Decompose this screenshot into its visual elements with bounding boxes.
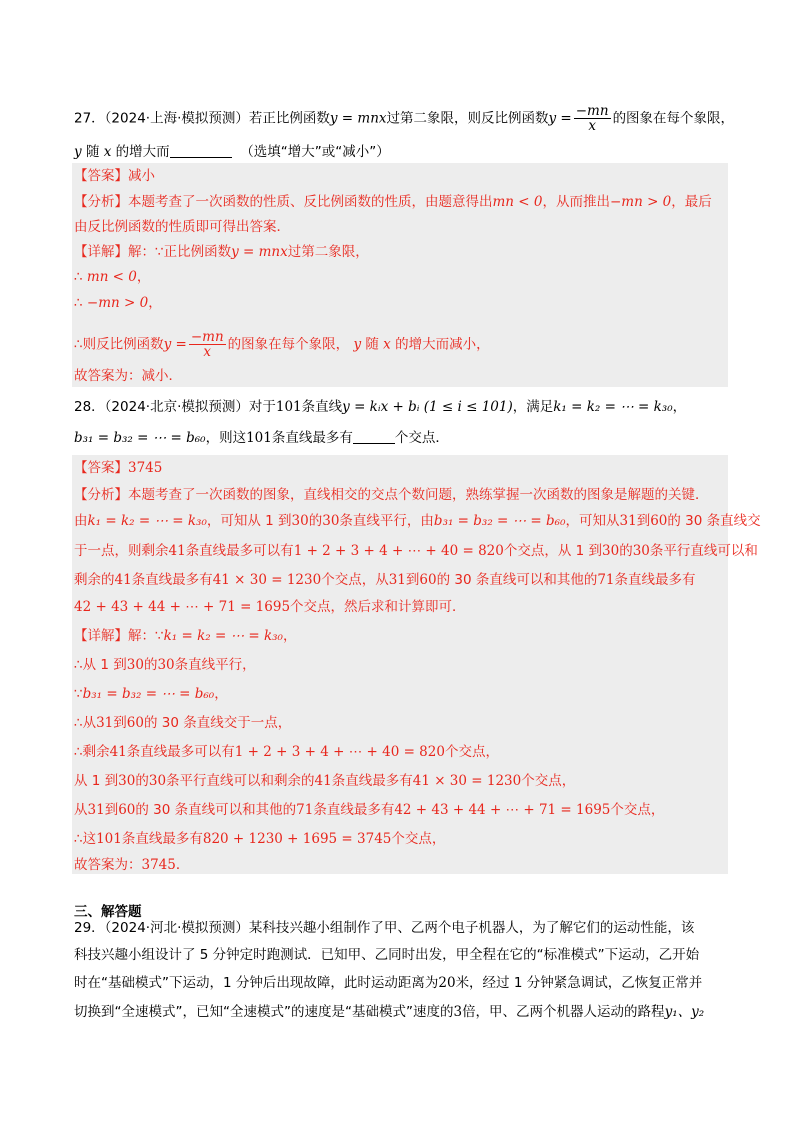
- math-func: y = mnx: [329, 110, 387, 127]
- q27-line-2: y 随 x 的增大而 （选填“增大”或“减小”）: [74, 144, 390, 160]
- q27-detail-3: ∴ −mn > 0，: [74, 295, 162, 311]
- q28-analysis-5: 42 + 43 + 44 + ⋯ + 71 = 1695个交点，然后求和计算即可．: [74, 599, 466, 615]
- q29-line-4: 切换到“全速模式”，已知“全速模式”的速度是“基础模式”速度的3倍，甲、乙两个机器人运动的路程y₁、y₂: [74, 1004, 705, 1020]
- q27-analysis-2: 由反比例函数的性质即可得出答案．: [74, 219, 290, 235]
- q28-detail-1: 【详解】解：∵k₁ = k₂ = ⋯ = k₃₀，: [74, 628, 297, 644]
- q29-line-1: 29．（2024·河北·模拟预测）某科技兴趣小组制作了甲、乙两个电子机器人，为了解它们的运动性能，该: [74, 920, 695, 936]
- q27-detail-4: ∴则反比例函数y = $\frac{-mn}{x}$ 的图象在每个象限， y 随 x 的增大而减小，: [74, 329, 490, 360]
- q29-line-2: 科技兴趣小组设计了 5 分钟定时跑测试．已知甲、乙同时出发，甲全程在它的“标准模式”下运动，乙开始: [74, 947, 700, 963]
- q28-detail-6: 从 1 到30的30条平行直线可以和剩余的41条直线最多有41 × 30 = 1230个交点，: [74, 773, 576, 789]
- q28-detail-4: ∴从31到60的 30 条直线交于一点，: [74, 715, 292, 731]
- q28-detail-2: ∴从 1 到30的30条直线平行，: [74, 657, 256, 673]
- q28-detail-7: 从31到60的 30 条直线可以和其他的71条直线最多有42 + 43 + 44 + ⋯ + 71 = 1695个交点，: [74, 802, 665, 818]
- q28-analysis-2: 由k₁ = k₂ = ⋯ = k₃₀，可知从 1 到30的30条直线平行，由b₃₁ = b₃₂ = ⋯ = b₆₀，可知从31到60的 30 条直线交: [74, 513, 761, 529]
- q28-analysis-4: 剩余的41条直线最多有41 × 30 = 1230个交点，从31到60的 30 条直线可以和其他的71条直线最多有: [74, 572, 696, 588]
- q27-line-1: 27．（2024·上海·模拟预测）若正比例函数y = mnx过第二象限，则反比例函数y = $\frac{-mn}{x}$ 的图象在每个象限，: [74, 103, 735, 134]
- q29-line-3: 时在“基础模式”下运动，1 分钟后出现故障，此时运动距离为20米，经过 1 分钟紧急调试，乙恢复正常并: [74, 975, 703, 991]
- q28-final: 故答案为：3745．: [74, 857, 190, 873]
- answer-blank[interactable]: [170, 143, 232, 158]
- q27-answer: 【答案】减小: [74, 168, 155, 184]
- q27-final: 故答案为：减小．: [74, 368, 182, 384]
- q27-detail-2: ∴ mn < 0，: [74, 269, 151, 285]
- q27-detail-1: 【详解】解：∵正比例函数y = mnx过第二象限，: [74, 244, 369, 260]
- section-title: 三、解答题: [74, 904, 142, 920]
- fraction: $\frac{-mn}{x}$: [190, 329, 224, 360]
- q28-line-2: b₃₁ = b₃₂ = ⋯ = b₆₀，则这101条直线最多有 个交点．: [74, 430, 449, 446]
- q28-detail-5: ∴剩余41条直线最多可以有1 + 2 + 3 + 4 + ⋯ + 40 = 820个交点，: [74, 744, 499, 760]
- q28-answer: 【答案】3745: [74, 460, 163, 476]
- q28-analysis-1: 【分析】本题考查了一次函数的图象，直线相交的交点个数问题，熟练掌握一次函数的图象是解题的关键．: [74, 487, 709, 503]
- q28-line-1: 28．（2024·北京·模拟预测）对于101条直线y = kᵢx + bᵢ (1 ≤ i ≤ 101)，满足k₁ = k₂ = ⋯ = k₃₀，: [74, 399, 687, 415]
- fraction: $\frac{-mn}{x}$: [575, 103, 609, 134]
- q28-detail-8: ∴这101条直线最多有820 + 1230 + 1695 = 3745个交点，: [74, 831, 446, 847]
- q27-analysis-1: 【分析】本题考查了一次函数的性质、反比例函数的性质，由题意得出mn < 0，从而推出−mn > 0，最后: [74, 194, 712, 210]
- q28-detail-3: ∵b₃₁ = b₃₂ = ⋯ = b₆₀，: [74, 686, 228, 702]
- answer-blank[interactable]: [353, 429, 395, 444]
- q28-analysis-3: 于一点，则剩余41条直线最多可以有1 + 2 + 3 + 4 + ⋯ + 40 = 820个交点，从 1 到30的30条平行直线可以和: [74, 543, 758, 559]
